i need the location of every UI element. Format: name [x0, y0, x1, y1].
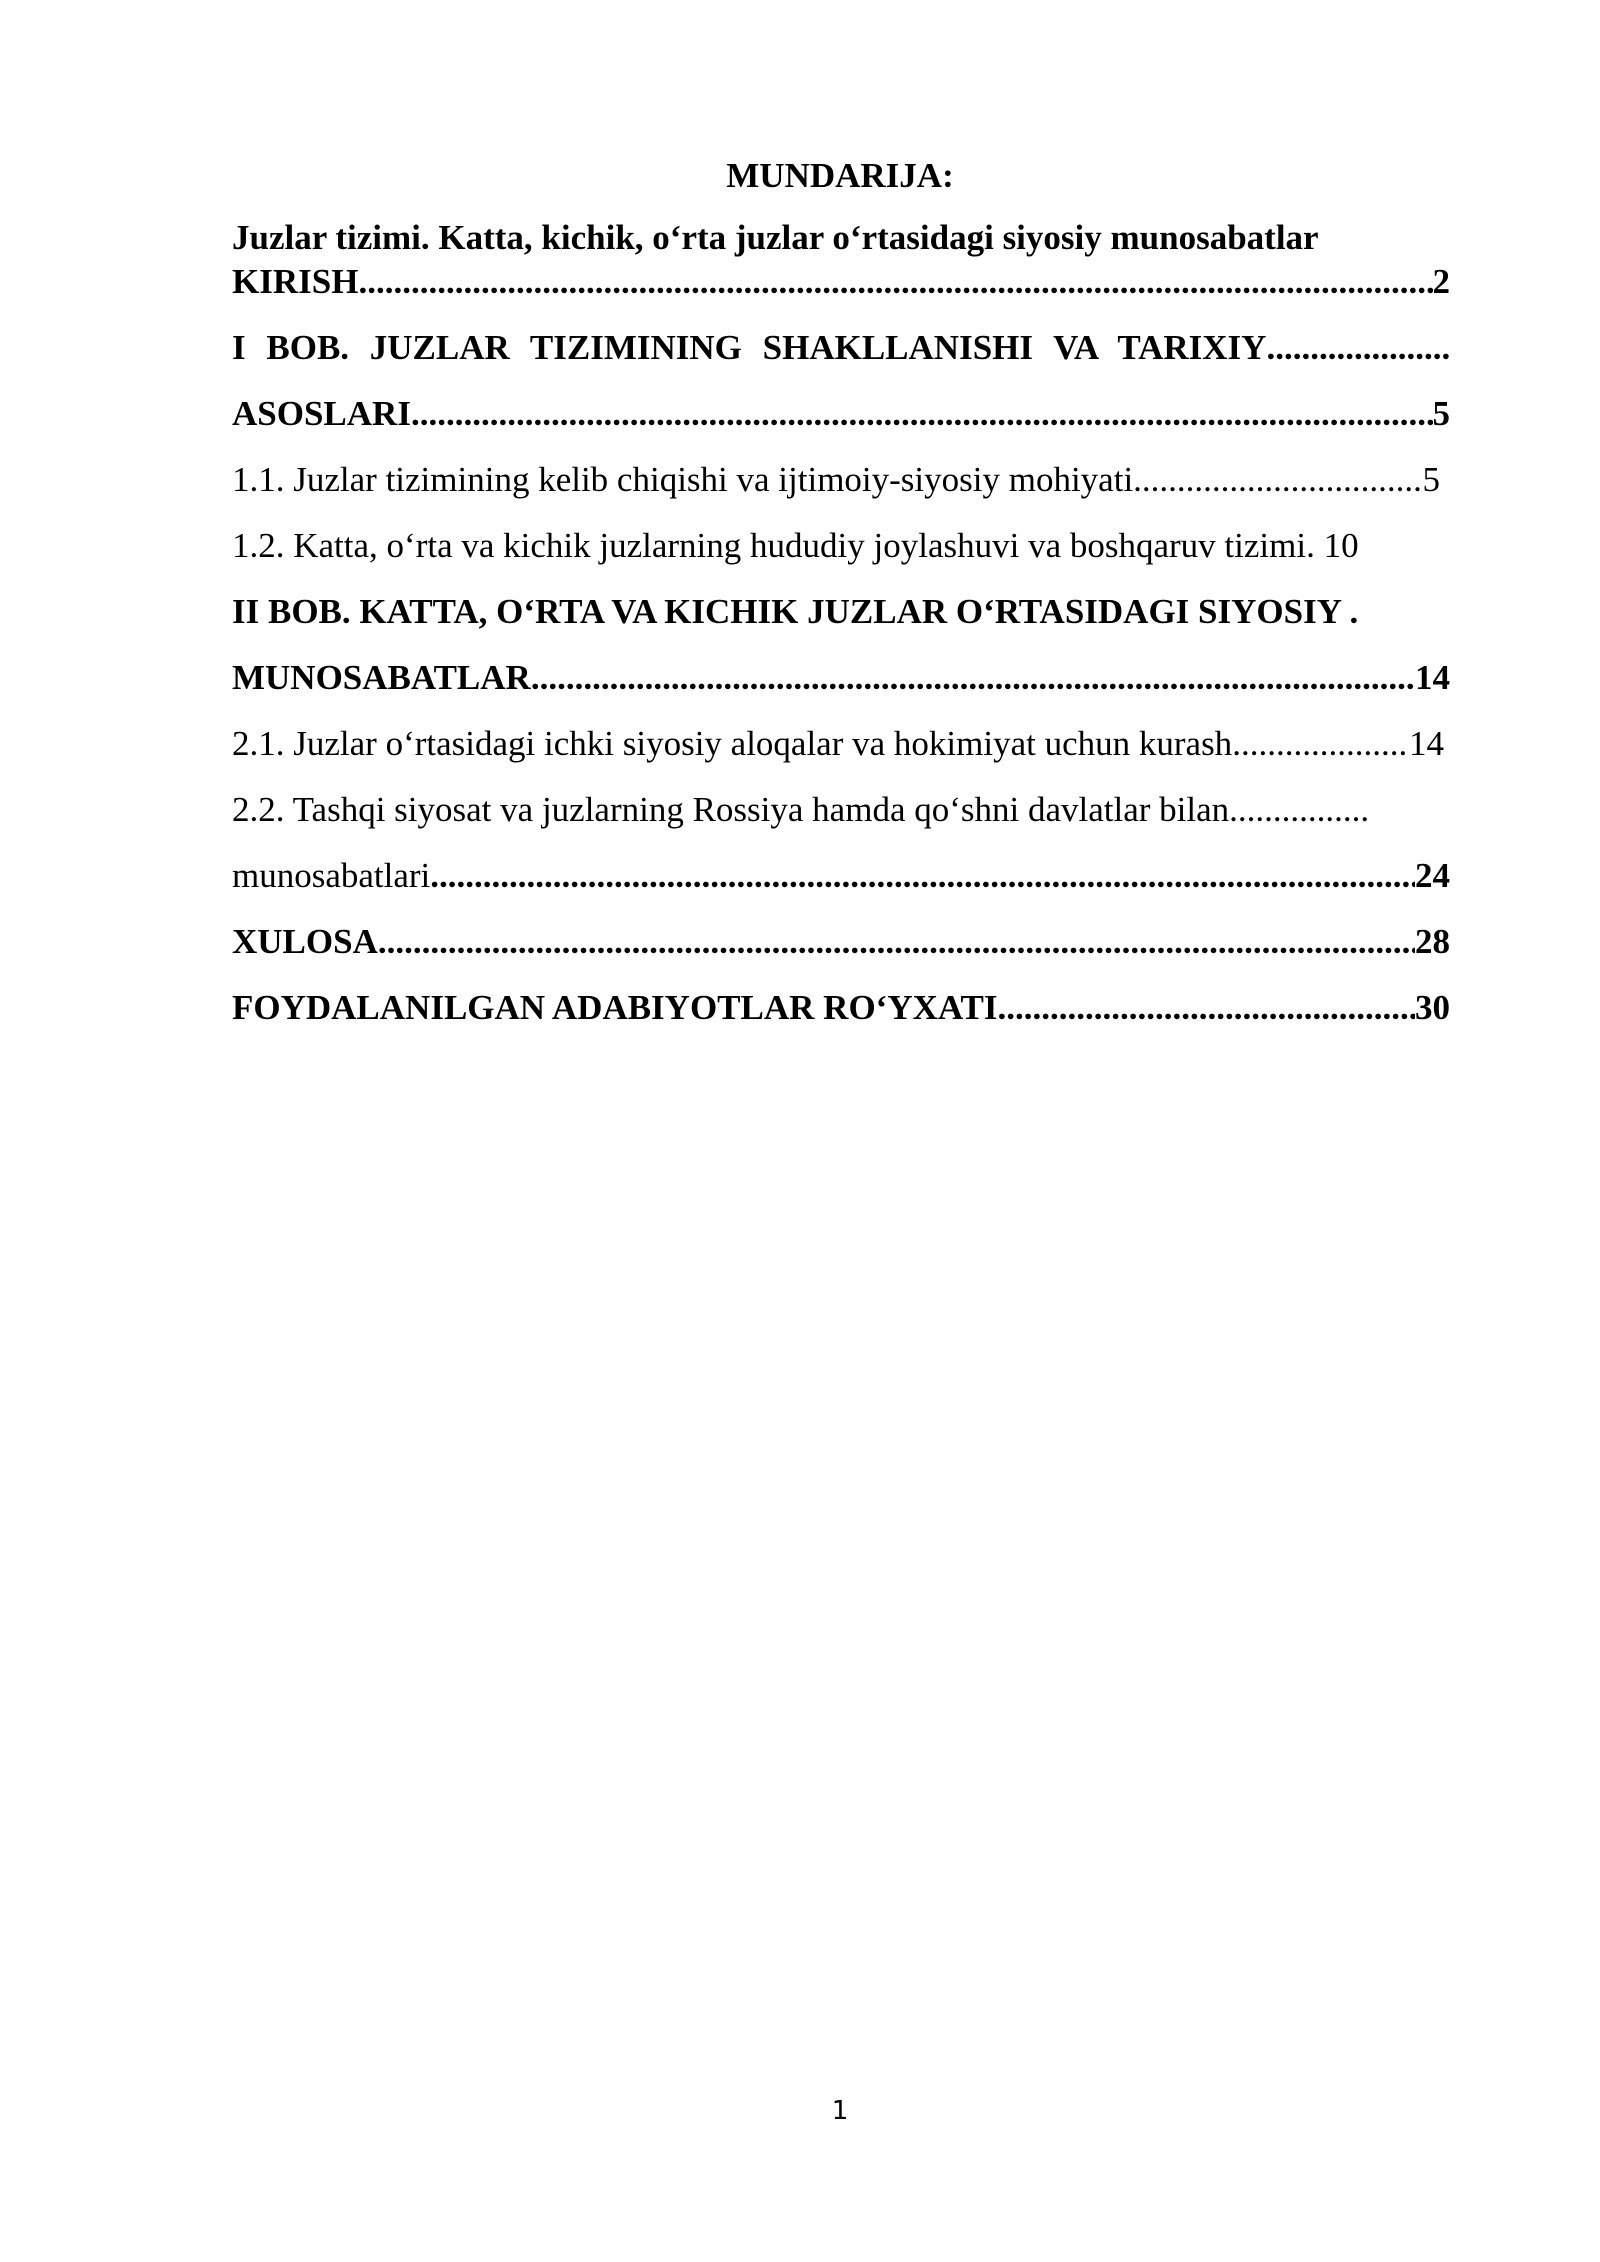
toc-entry-adabiyotlar[interactable]	[232, 986, 1450, 1030]
toc-leader-dots	[411, 392, 1433, 436]
toc-leader-dots	[378, 920, 1415, 964]
toc-entry-chapter-2[interactable]	[232, 590, 1450, 634]
toc-entry-kirish[interactable]	[232, 260, 1450, 304]
toc-entry-page: 5	[1432, 394, 1450, 433]
toc-entry-label: munosabatlari	[232, 856, 431, 895]
toc-entry-label: ASOSLARI	[232, 394, 411, 433]
toc-leader-dots	[1232, 722, 1409, 766]
page-number: 1	[831, 2096, 849, 2126]
toc-entry-label: II BOB. KATTA, O‘RTA VA KICHIK JUZLAR O‘RTASIDAGI SIYOSIY .	[232, 592, 1359, 631]
toc-entry-munosabatlari[interactable]	[232, 854, 1450, 898]
toc-entry-page: 24	[1415, 856, 1450, 895]
table-of-contents	[232, 216, 1450, 1030]
toc-leader-dots	[531, 656, 1415, 700]
toc-entry-label: 2.1. Juzlar o‘rtasidagi ichki siyosiy aloqalar va hokimiyat uchun kurash	[232, 724, 1233, 763]
toc-entry-label: XULOSA	[232, 922, 378, 961]
toc-entry-page: 14	[1409, 724, 1444, 763]
toc-leader-dots	[1266, 326, 1450, 370]
toc-entry-label: I BOB. JUZLAR TIZIMINING SHAKLLANISHI VA TARIXIY	[232, 328, 1267, 367]
toc-entry-page: 5	[1422, 460, 1440, 499]
toc-entry-1-1[interactable]	[232, 458, 1440, 502]
toc-entry-page: 14	[1415, 658, 1450, 697]
toc-entry-label: MUNOSABATLAR	[232, 658, 531, 697]
toc-leader-dots	[430, 854, 1415, 898]
toc-entry-label: FOYDALANILGAN ADABIYOTLAR RO‘YXATI	[232, 988, 998, 1027]
toc-entry-chapter-1[interactable]	[232, 326, 1450, 370]
toc-entry-2-2[interactable]	[232, 788, 1446, 832]
toc-leader-dots	[1133, 458, 1422, 502]
toc-entry-xulosa[interactable]	[232, 920, 1450, 964]
toc-entry-asoslari[interactable]	[232, 392, 1450, 436]
toc-entry-2-1[interactable]	[232, 722, 1444, 766]
toc-entry-label: KIRISH	[232, 262, 359, 301]
toc-entry-munosabatlar[interactable]	[232, 656, 1450, 700]
toc-heading: MUNDARIJA:	[726, 156, 954, 195]
toc-entry-label: 2.2. Tashqi siyosat va juzlarning Rossiya hamda qo‘shni davlatlar bilan	[232, 790, 1230, 829]
toc-leader-dots	[358, 260, 1432, 304]
toc-entry-page: 2	[1432, 262, 1450, 301]
toc-subtitle: Juzlar tizimi. Katta, kichik, o‘rta juzlar o‘rtasidagi siyosiy munosabatlar	[232, 218, 1319, 257]
toc-entry-label: 1.1. Juzlar tizimining kelib chiqishi va ijtimoiy-siyosiy mohiyati	[232, 460, 1134, 499]
toc-entry-page: 28	[1415, 922, 1450, 961]
toc-entry-page: 30	[1415, 988, 1450, 1027]
toc-entry-label: 1.2. Katta, o‘rta va kichik juzlarning hududiy joylashuvi va boshqaruv tizimi. 10	[232, 526, 1359, 565]
toc-leader-dots	[998, 986, 1415, 1030]
toc-entry-1-2[interactable]	[232, 524, 1450, 568]
toc-leader-dots	[1229, 788, 1369, 832]
